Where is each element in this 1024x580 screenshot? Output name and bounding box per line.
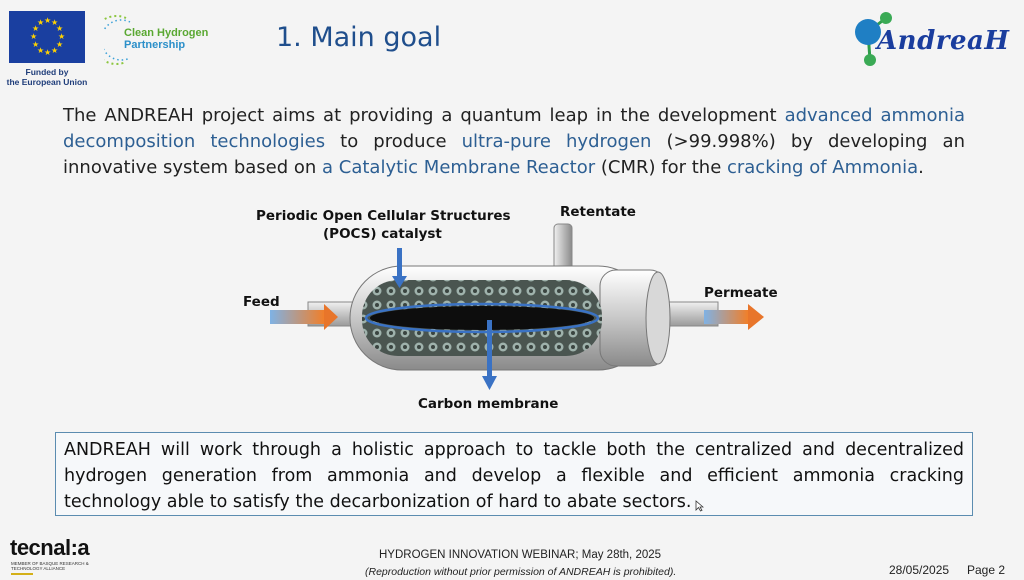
slide-date: 28/05/2025	[889, 563, 950, 577]
intro-highlight-cmr: a Catalytic Membrane Reactor	[322, 157, 596, 178]
permeate-arrow-icon	[704, 310, 748, 324]
svg-text:★: ★	[44, 48, 52, 57]
eu-caption-line1: Funded by	[25, 67, 69, 77]
intro-text-5: .	[918, 157, 924, 178]
permeate-label: Permeate	[704, 285, 778, 301]
retentate-pipe	[554, 224, 572, 270]
intro-text-2: to produce	[325, 131, 462, 152]
retentate-label: Retentate	[560, 204, 636, 220]
mouse-cursor-icon	[695, 500, 704, 512]
svg-text:★: ★	[58, 32, 66, 41]
reactor-diagram	[230, 200, 790, 420]
partnership-logo-text	[124, 27, 208, 51]
tecnalia-underline	[11, 573, 33, 575]
eu-funding-caption	[0, 67, 94, 87]
svg-text:★: ★	[30, 32, 38, 41]
svg-text:★: ★	[51, 18, 59, 27]
svg-text:★: ★	[51, 46, 59, 55]
eu-caption-line2: the European Union	[6, 77, 88, 87]
tecnalia-subtitle: MEMBER OF BASQUE RESEARCH & TECHNOLOGY ALLIANCE	[11, 561, 89, 571]
intro-text-4: (CMR) for the	[595, 157, 727, 178]
svg-text:★: ★	[32, 24, 40, 33]
eu-flag-logo	[9, 11, 85, 63]
intro-paragraph	[63, 103, 965, 181]
pocs-label-line2: (POCS) catalyst	[323, 226, 442, 242]
page-number: Page 2	[967, 563, 1006, 577]
eu-stars-icon	[9, 11, 85, 63]
intro-highlight-hydrogen: ultra-pure hydrogen	[461, 131, 652, 152]
pocs-arrow-icon	[397, 248, 402, 278]
svg-text:★: ★	[44, 16, 52, 25]
intro-text-1: The ANDREAH project aims at providing a quantum leap in the development	[63, 105, 785, 126]
intro-highlight-cracking: cracking of Ammonia	[726, 157, 919, 178]
carbon-membrane	[370, 306, 594, 330]
feed-label: Feed	[243, 294, 280, 310]
svg-text:★: ★	[37, 18, 45, 27]
carbon-membrane-label: Carbon membrane	[418, 396, 559, 412]
membrane-arrow-icon	[487, 320, 492, 378]
pocs-label-line1: Periodic Open Cellular Structures	[256, 208, 511, 224]
slide-title: 1. Main goal	[276, 22, 442, 53]
andreah-logo-text: AndreaH	[877, 26, 1010, 56]
reproduction-notice: (Reproduction without prior permission of ANDREAH is prohibited).	[365, 566, 677, 578]
svg-text:★: ★	[56, 40, 64, 49]
intro-highlight-technologies: advanced ammonia decomposition technologies	[63, 105, 966, 152]
summary-box: ANDREAH will work through a holistic approach to tackle both the centralized and decentralized hydrogen generation from ammonia and develop a flexible and efficient ammonia cracking technology able to satisfy the decarbonization of hard to abate sectors.	[55, 432, 973, 516]
intro-text-3: (>99.998%) by developing an innovative system based on	[63, 131, 966, 178]
svg-text:★: ★	[56, 24, 64, 33]
svg-text:★: ★	[37, 46, 45, 55]
tecnalia-logo: tecnal:a	[10, 535, 90, 560]
event-footer: HYDROGEN INNOVATION WEBINAR; May 28th, 2025	[379, 549, 662, 561]
partnership-line2: Partnership	[124, 39, 186, 51]
partnership-line1: Clean Hydrogen	[124, 27, 209, 39]
feed-arrow-icon	[270, 310, 324, 324]
svg-text:★: ★	[32, 40, 40, 49]
